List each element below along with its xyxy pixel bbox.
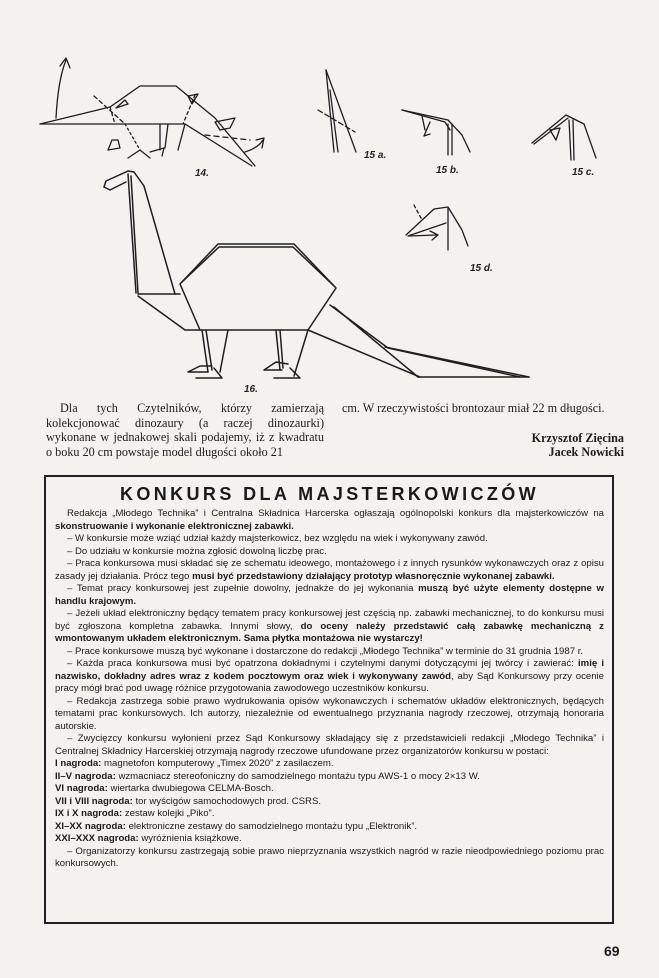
prize-item	[55, 771, 604, 784]
author-name: Jacek Nowicki	[548, 445, 624, 459]
contest-rule	[55, 646, 604, 659]
prize-label: VII i VIII nagroda:	[55, 795, 133, 807]
page-number: 69	[604, 943, 620, 959]
contest-rule	[55, 608, 604, 646]
prize-description: wyróżnienia książkowe.	[138, 833, 242, 844]
contest-closing: – Organizatorzy konkursu zastrzegają sobie prawo nieprzyznania wszystkich nagród w razie nieodpowiedniego poziomu prac konkursowych.	[55, 845, 604, 869]
figure-label-14: 14.	[195, 168, 209, 179]
contest-intro-text: Redakcja „Młodego Technika” i Centralna Składnica Harcerska ogłaszają ogólnopolski konkurs dla majsterkowiczów na	[67, 508, 604, 519]
rule-text: – Redakcja zastrzega sobie prawo wydrukowania opisów wykonawczych i schematów układów elektronicznych, będących tematami prac konkursowych. Ich autorzy, niezależnie od ewentualnego przyznania nagrody rzeczowej, otrzymają honoraria autorskie.	[55, 695, 604, 732]
prize-item	[55, 796, 604, 809]
prize-description: magnetofon komputerowy „Timex 2020” z zasilaczem.	[101, 758, 334, 769]
prize-description: wzmacniacz stereofoniczny do samodzielnego montażu typu AWS-1 o mocy 2×13 W.	[115, 770, 480, 782]
prize-item	[55, 758, 604, 771]
prize-label: IX i X nagroda:	[55, 808, 123, 819]
prize-item	[55, 808, 604, 821]
figure-15a-drawing	[318, 70, 356, 152]
rule-text-bold: do oceny należy przedstawić całą zabawkę mechaniczną z wmontowanym układem elektronicznym. Sama płytka montażowa nie wystarczy!	[55, 620, 604, 644]
contest-rule	[55, 658, 604, 696]
prize-label: II–V nagroda:	[55, 770, 116, 782]
rule-text: – Prace konkursowe muszą być wykonane i dostarczone do redakcji „Młodego Technika” w terminie do 31 grudnia 1987 r.	[67, 645, 584, 657]
contest-rule	[55, 558, 604, 583]
origami-diagrams	[0, 0, 659, 395]
contest-rule	[55, 696, 604, 734]
figure-16-brontosaurus	[104, 171, 529, 378]
rule-text: – Praca konkursowa musi składać się ze schematu ideowego, montażowego i z innych rysunków wykonawczych oraz z opisu zasady jej działania. Prócz tego	[55, 558, 604, 582]
prize-label: VI nagroda:	[55, 783, 108, 794]
article-authors	[532, 431, 624, 459]
figure-label-15c: 15 c.	[572, 167, 595, 178]
figure-label-15b: 15 b.	[436, 165, 459, 176]
author-name: Krzysztof Zięcina	[531, 431, 624, 445]
figure-label-15a: 15 a.	[364, 150, 387, 161]
rule-text-bold: muszą być użyte elementy dostępne w handlu krajowym.	[55, 583, 604, 607]
contest-rule	[55, 546, 604, 559]
rule-text: – Jeżeli układ elektroniczny będący tematem pracy konkursowej jest częścią np. zabawki mechanicznej, to do konkursu musi być zgłoszona kompletna zabawka. Innymi słowy,	[55, 608, 604, 632]
rule-text: – Każda praca konkursowa musi być opatrzona dokładnymi i czytelnymi danymi dotyczącymi jej twórcy i zawierać:	[67, 658, 578, 669]
rule-text: , aby Sąd Konkursowy przy ocenie pracy mógł brać pod uwagę różnice przygotowania zawodowego uczestników konkursu.	[55, 670, 605, 694]
prize-description: wiertarka dwubiegowa CELMA-Bosch.	[107, 783, 274, 794]
figure-14-drawing	[40, 58, 264, 166]
prize-label: XI–XX nagroda:	[55, 820, 126, 832]
prize-description: tor wyścigów samochodowych prod. CSRS.	[132, 795, 322, 807]
rule-text: – W konkursie może wziąć udział każdy majsterkowicz, bez względu na wiek i wykonywany zawód.	[67, 533, 488, 544]
contest-rule	[55, 533, 604, 546]
contest-rule	[55, 733, 604, 758]
rule-text-bold: musi być przedstawiony działający prototyp własnoręcznie wykonanej zabawki.	[192, 570, 555, 582]
prize-label: I nagroda:	[55, 758, 102, 769]
contest-rules-list	[55, 533, 604, 758]
rule-text: – Zwycięzcy konkursu wyłonieni przez Sąd Konkursowy składający się z przedstawicieli redakcji „Młodego Technika” i Centralnej Składnicy Harcerskiej otrzymają nagrody rzeczowe ufundowane przez organizatorów konkursu w postaci:	[55, 733, 604, 757]
prize-item	[55, 833, 604, 846]
contest-intro	[55, 508, 604, 533]
contest-intro-bold: skonstruowanie i wykonanie elektronicznej zabawki.	[55, 520, 294, 532]
prize-description: zestaw kolejki „Piko”.	[122, 808, 215, 819]
contest-title: KONKURS DLA MAJSTERKOWICZÓW	[119, 484, 540, 504]
rule-text-bold: imię i nazwisko, dokładny adres wraz z kodem pocztowym oraz wiek i wykonywany zawód	[55, 658, 605, 682]
contest-announcement-box	[44, 475, 614, 924]
article-right-column	[342, 401, 624, 416]
contest-prizes-list	[55, 758, 604, 846]
rule-text: – Do udziału w konkursie można zgłosić dowolną liczbę prac.	[67, 545, 327, 557]
prize-label: XXI–XXX nagroda:	[55, 833, 139, 844]
figure-15d-drawing	[406, 205, 468, 250]
rule-text: – Temat pracy konkursowej jest zupełnie dowolny, jednakże do jej wykonania	[67, 583, 419, 594]
article-left-column: Dla tych Czytelników, którzy zamierzają kolekcjonować dinozaury (a raczej dinozaurki) wykonane w jednakowej skali podajemy, iż z kwadratu o boku 20 cm powstaje model długości około 21	[46, 401, 324, 459]
article-right-text: cm. W rzeczywistości brontozaur miał 22 m długości.	[342, 401, 605, 415]
figure-15c-drawing	[532, 115, 596, 160]
figure-label-15d: 15 d.	[470, 263, 493, 274]
figure-15b-drawing	[402, 110, 470, 155]
prize-description: elektroniczne zestawy do samodzielnego montażu typu „Elektronik”.	[125, 820, 418, 832]
origami-figures-svg	[0, 0, 659, 395]
prize-item	[55, 821, 604, 834]
figure-label-16: 16.	[244, 384, 258, 395]
prize-item	[55, 783, 604, 796]
contest-rule	[55, 583, 604, 608]
